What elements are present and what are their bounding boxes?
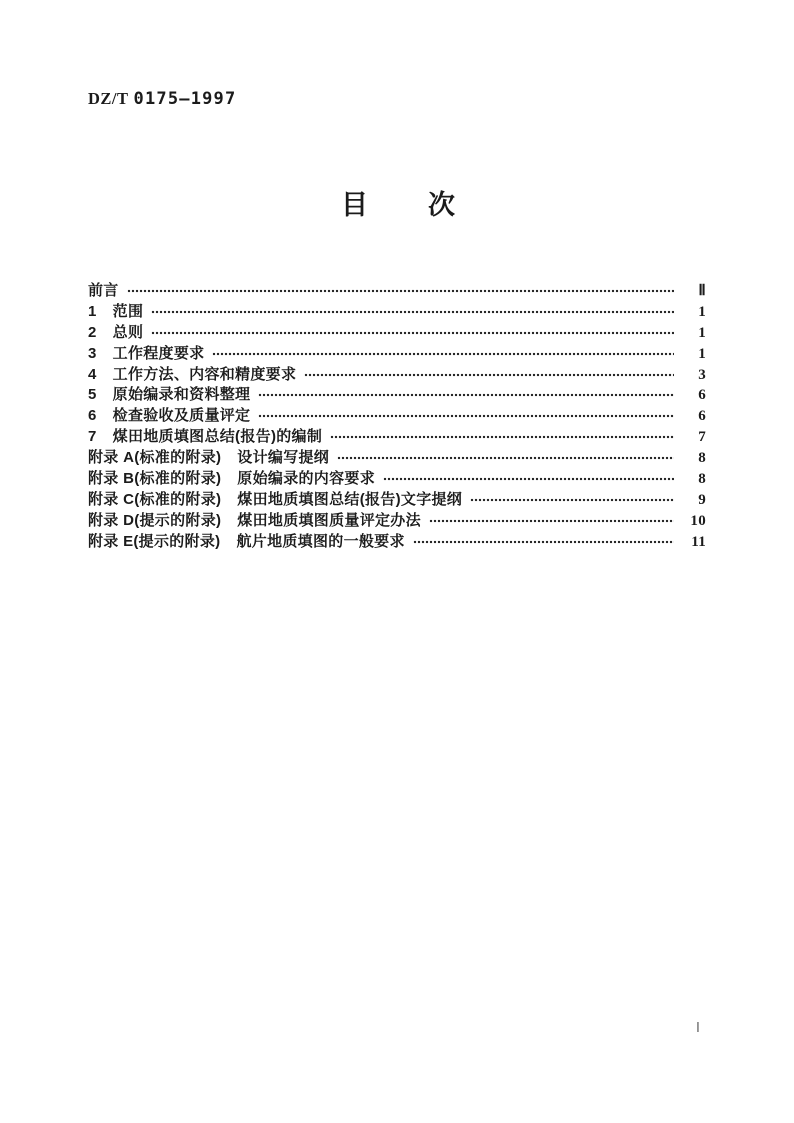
standard-code-prefix: DZ/T <box>88 89 129 108</box>
footer-page-number: Ⅰ <box>695 1021 701 1036</box>
dot-leader <box>470 493 674 507</box>
toc-entry-label: 原始编录和资料整理 <box>112 386 251 404</box>
toc-entry-label: 原始编录的内容要求 <box>237 470 375 488</box>
toc-entry-prefix: 7 <box>88 428 97 446</box>
toc-entry-prefix: 4 <box>88 365 97 383</box>
toc-entry-label: 总则 <box>112 323 144 341</box>
toc-entry-page-number: 9 <box>698 491 706 508</box>
toc-entry <box>88 279 706 300</box>
table-of-contents <box>88 279 706 551</box>
page-title-char-2: 次 <box>428 190 455 220</box>
toc-entry-page-number: 11 <box>691 533 706 550</box>
toc-entry-page-number: 1 <box>698 303 706 320</box>
standard-code-number: 0175—1997 <box>133 89 237 109</box>
toc-entry <box>88 488 706 509</box>
toc-entry <box>88 467 706 488</box>
toc-entry-page-number: 8 <box>698 471 706 488</box>
toc-entry-page-number: 1 <box>698 345 706 362</box>
toc-entry <box>88 300 706 321</box>
toc-entry <box>88 383 706 404</box>
toc-entry <box>88 342 706 363</box>
toc-entry-page-number: Ⅱ <box>698 283 706 299</box>
toc-entry <box>88 363 706 384</box>
dot-leader <box>429 514 674 528</box>
dot-leader <box>383 472 674 486</box>
dot-leader <box>304 368 674 382</box>
toc-entry-prefix: 3 <box>88 344 97 362</box>
page-title-char-1: 目 <box>341 190 368 220</box>
toc-entry-label: 航片地质填图的一般要求 <box>236 532 405 550</box>
standard-code <box>88 89 236 109</box>
toc-entry-prefix: 附录 E(提示的附录) <box>88 532 221 550</box>
toc-entry-prefix: 附录 B(标准的附录) <box>88 470 222 488</box>
toc-entry-page-number: 6 <box>698 387 706 404</box>
dot-leader <box>127 284 674 298</box>
toc-entry-label: 煤田地质填图总结(报告)文字提纲 <box>237 490 463 508</box>
page-title <box>341 191 455 221</box>
dot-leader <box>330 430 674 444</box>
toc-entry-label: 煤田地质填图总结(报告)的编制 <box>112 428 323 446</box>
dot-leader <box>337 451 674 465</box>
toc-entry-prefix: 附录 A(标准的附录) <box>88 449 222 467</box>
toc-entry-label: 前言 <box>88 282 119 299</box>
toc-entry-prefix: 5 <box>88 386 97 404</box>
toc-entry-prefix: 2 <box>88 323 97 341</box>
toc-entry <box>88 509 706 530</box>
toc-entry <box>88 530 706 551</box>
toc-entry-label: 设计编写提纲 <box>237 449 330 467</box>
toc-entry-label: 煤田地质填图质量评定办法 <box>237 511 421 529</box>
toc-entry-page-number: 7 <box>698 429 706 446</box>
dot-leader <box>212 347 674 361</box>
toc-entry-label: 工作方法、内容和精度要求 <box>112 365 297 383</box>
toc-entry-page-number: 10 <box>690 512 706 529</box>
toc-entry-label: 工作程度要求 <box>112 344 205 362</box>
toc-entry <box>88 404 706 425</box>
toc-entry-page-number: 8 <box>698 450 706 467</box>
toc-entry-prefix: 6 <box>88 407 97 425</box>
dot-leader <box>413 535 674 549</box>
toc-entry-label: 范围 <box>112 302 144 320</box>
toc-entry-page-number: 6 <box>698 408 706 425</box>
toc-entry-prefix: 附录 D(提示的附录) <box>88 511 222 529</box>
toc-entry-prefix: 1 <box>88 302 97 320</box>
toc-entry-prefix: 附录 C(标准的附录) <box>88 490 222 508</box>
toc-entry <box>88 446 706 467</box>
toc-entry-label: 检查验收及质量评定 <box>112 407 251 425</box>
dot-leader <box>151 326 674 340</box>
toc-entry-page-number: 3 <box>698 366 706 383</box>
dot-leader <box>151 305 674 319</box>
toc-entry-page-number: 1 <box>698 324 706 341</box>
dot-leader <box>258 388 674 402</box>
toc-entry <box>88 321 706 342</box>
dot-leader <box>258 409 674 423</box>
toc-entry <box>88 425 706 446</box>
